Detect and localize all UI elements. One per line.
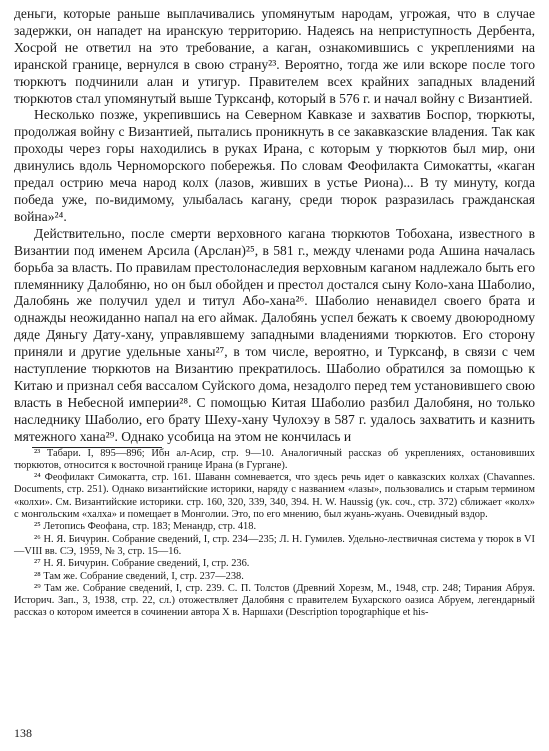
footnote-24: ²⁴ Феофилакт Симокатта, стр. 161. Шаванн сомневается, что здесь речь идет о кавказских колхах (Chavannes. Documents, стр. 251). Однако византийские историки, наряду с названием «лазы», пользовались и старым термином «колхи». См. Византийские историки. стр. 160, 320, 339, 340, 394. H. W. Haussig (ук. соч., стр. 372) сближает «колх» с монгольским «халха» и помещает в Монголии. Это, по его мнению, был жуань-жуань. Очевидный вздор. [14, 472, 535, 521]
footnote-27: ²⁷ Н. Я. Бичурин. Собрание сведений, I, стр. 236. [34, 558, 250, 570]
footnote-25: ²⁵ Летопись Феофана, стр. 183; Менандр, стр. 418. [34, 521, 257, 533]
footnotes [14, 448, 535, 620]
paragraph-3: Действительно, после смерти верховного кагана тюркютов Тобохана, известного в Византии под именем Арсила (Арслан)²⁵, в 581 г., между членами рода Ашина началась борьба за власть. По правилам престолонаследия верховным каганом надлежало быть его племяннику Далобяню, но он был обойден и престол достался сыну Коло-хана Шаболио, Далобянь же получил удел и титул Або-хана²⁶. Шаболио ненавидел своего брата и однажды неожиданно напал на его аймак. Далобянь успел бежать к своему двоюродному дяде Дяньгу Дату-хану, управлявшему западными владениями тюркютов. Его сторону приняли и другие удельные ханы²⁷, в том числе, вероятно, и Турксанф, в связи с чем наступление тюркютов на Византию прекратилось. Шаболио обратился за помощью к Китаю и признал себя вассалом Суйского дома, незадолго перед тем установившего свою власть в Небесной империи²⁸. С помощью Китая Шаболио разбил Далобяня, но только наследнику Шаболио, его брату Шеху-хану Чулохэу в 587 г. удалось захватить и казнить мятежного хана²⁹. Однако усобица на этом не кончилась и [14, 225, 535, 444]
footnote-28: ²⁸ Там же. Собрание сведений, I, стр. 237—238. [34, 570, 244, 582]
footnote-23: ²³ Табари. I, 895—896; Ибн ал-Асир, стр. 9—10. Аналогичный рассказ об укреплениях, остановивших тюркютов, относится к восточной границе Ирана (в Гургане). [14, 447, 535, 471]
page-number: 138 [14, 726, 32, 740]
footnote-26: ²⁶ Н. Я. Бичурин. Собрание сведений, I, стр. 234—235; Л. Н. Гумилев. Удельно-лествичная система у тюрок в VI—VIII вв. СЭ, 1959, № 3, стр. 15—16. [14, 533, 535, 557]
paragraph-1: деньги, которые раньше выплачивались упомянутым народам, угрожая, что в случае задержки, он нападет на иранскую территорию. Надеясь на неприступность Дербента, Хосрой не ответил на это требование, а каган, ознакомившись с укреплениями на иранской границе, вернулся в свою страну²³. Вероятно, тогда же или вскоре после того тюркютъ подчинили алан и утигур. Правителем всех крайних западных владений тюркютов стал упомянутый выше Турксанф, который в 576 г. и начал войну с Византией. [14, 6, 535, 106]
footnote-29: ²⁹ Там же. Собрание сведений, I, стр. 239. С. П. Толстов (Древний Хорезм, М., 1948, стр. 248; Тирания Абруя. Историч. Зап., 3, 1938, стр. 22, сл.) отожествляет Далобяня с правителем Бухарского оазиса Абруем, легендарный рассказ о котором имеется в сочинении автора Х в. Наршахи (Description topographique et his- [14, 582, 535, 619]
main-text [14, 6, 535, 446]
paragraph-2: Несколько позже, укрепившись на Северном Кавказе и захватив Боспор, тюркюты, продолжая войну с Византией, пытались проникнуть в се закавказские владения. Так как проходы через горы находились в руках Ирана, с которым у тюркютов был мир, они двинулись вдоль Черноморского побережья. По словам Феофилакта Симокатты, «каган предал острию меча народ колх (лазов, живших в устье Риона)... В ту минуту, когда победа уже, по-видимому, улыбалась кагану, среди тюрок разразилась гражданская война»²⁴. [14, 107, 535, 224]
book-page [14, 6, 535, 620]
